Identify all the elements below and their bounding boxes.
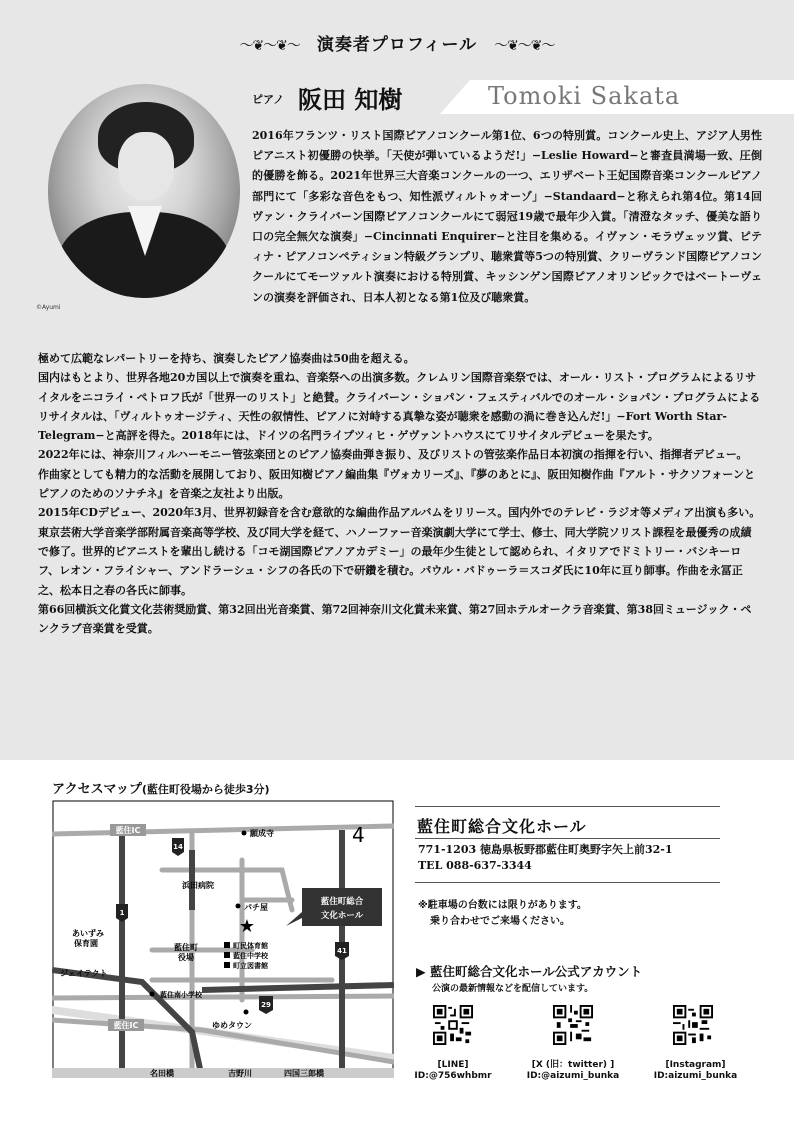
natabashi-label: 名田橋 xyxy=(150,1069,174,1078)
x-account xyxy=(523,1060,623,1082)
svg-text:藍住町総合: 藍住町総合 xyxy=(320,897,364,907)
access-map-title xyxy=(52,778,270,797)
venue-address-block xyxy=(418,842,673,874)
line-qr-icon[interactable] xyxy=(433,1005,473,1045)
performer-name-en: Tomoki Sakata xyxy=(488,82,681,110)
line-account-name: [LINE] xyxy=(437,1060,469,1070)
bio-paragraph: 国内はもとより、世界各地20カ国以上で演奏を重ね、音楽祭への出演多数。クレムリン国際音楽祭では、オール・リスト・プログラムによるリサイタルをニコライ・ペトロフ氏が「世界一のリスト」と絶賛。クライバーン・ショパン・フェスティバルでのオール・ショパン・プログラムによるリサイタルは、「ヴィルトゥオージティ、天性の叙情性、ピアノに対峙する真摯な姿が聴衆を感動の渦に巻き込んだ!」−Fort Worth Star-Telegram−と高評を得た。2018年には、ドイツの名門ライプツィヒ・ゲヴァントハウスにてリサイタルデビューを果たす。 xyxy=(38,371,761,443)
venue-name: 藍住町総合文化ホール xyxy=(417,817,587,836)
venue-address: 771-1203 徳島県板野郡藍住町奥野字矢上前32-1 xyxy=(418,843,673,856)
nursery-label: あいずみ xyxy=(72,929,104,938)
pachinko-label: パチ屋 xyxy=(244,903,268,912)
access-title-text: アクセスマップ xyxy=(52,782,142,797)
ic-bottom-label: 藍住IC xyxy=(113,1021,139,1030)
venue-tel: TEL 088-637-3344 xyxy=(418,859,532,872)
temple-label: 願成寺 xyxy=(250,829,274,838)
hospital-label: 浜田病院 xyxy=(182,881,214,890)
section-title-text: 演奏者プロフィール xyxy=(316,35,478,55)
gym-label: 町民体育館 xyxy=(233,942,268,950)
ic-top-label: 藍住IC xyxy=(115,826,141,835)
town-office-label: 藍住町 xyxy=(174,943,198,952)
svg-text:文化ホール: 文化ホール xyxy=(320,911,364,921)
bio-paragraph: 作曲家としても精力的な活動を展開しており、阪田知樹ピアノ編曲集『ヴォカリーズ』、『夢のあとに』、阪田知樹作曲『アルト・サクソフォーンとピアノのためのソナチネ』を音楽之友社より出版。 xyxy=(38,467,755,501)
map-number: 4 xyxy=(352,823,365,847)
x-account-name: [X (旧：twitter) ] xyxy=(531,1060,615,1070)
bio-body xyxy=(38,349,762,638)
access-map xyxy=(52,800,394,1078)
bio-paragraph: 極めて広範なレパートリーを持ち、演奏したピアノ協奏曲は50曲を超える。 xyxy=(38,352,415,365)
accounts-subtitle: 公演の最新情報などを配信しています。 xyxy=(432,984,594,994)
parking-note-1: ※駐車場の台数には限りがあります。 xyxy=(418,900,587,911)
junior-high-label: 藍住中学校 xyxy=(233,952,268,960)
photo-credit: ©Ayumi xyxy=(36,304,61,311)
performer-photo xyxy=(48,84,240,298)
ornament-left-icon: 〜❦〜❦〜 xyxy=(239,38,300,54)
svg-text:役場: 役場 xyxy=(178,953,194,962)
accounts-title-text: 藍住町総合文化ホール公式アカウント xyxy=(429,964,643,979)
venue-rule-top xyxy=(415,806,720,807)
bio-paragraph: 2022年には、神奈川フィルハーモニー管弦楽団とのピアノ協奏曲弾き振り、及びリストの管弦楽作品日本初演の指揮を行い、指揮者デビュー。 xyxy=(38,448,748,462)
youme-label: ゆめタウン xyxy=(212,1021,252,1030)
instagram-account xyxy=(648,1060,743,1082)
line-account xyxy=(408,1060,498,1082)
bio-paragraph: 東京芸術大学音楽学部附属音楽高等学校、及び同大学を経て、ハノーファー音楽演劇大学にて学士、修士、同大学院ソリスト課程を最優秀の成績で修了。世界的ピアニストを輩出し続ける「コモ湖国際ピアノアカデミー」の最年少生徒として認められ、イタリアでドミトリー・バシキーロフ、レオン・フライシャー、アンドラーシュ・シフの各氏の下で研鑽を積む。パウル・バドゥーラ＝スコダ氏に10年に亘り師事。作曲を永冨正之、松本日之春の各氏に師事。 xyxy=(38,525,752,597)
parking-note-2: 乗り合わせでご来場ください。 xyxy=(430,916,570,927)
shikoku-bridge-label: 四国三郎橋 xyxy=(284,1069,324,1078)
instagram-account-name: [Instagram] xyxy=(665,1060,726,1070)
yoshino-river-label: 吉野川 xyxy=(228,1069,252,1078)
bio-intro: 2016年フランツ・リスト国際ピアノコンクール第1位、6つの特別賞。コンクール史上、アジア人男性ピアニスト初優勝の快挙。「天使が弾いているようだ!」−Leslie Howard−と審査員満場一致、圧倒的優勝を飾る。2021年世界三大音楽コンクールの一つ、エリザベート王妃国際音楽コンクールピアノ部門にて「多彩な音色をもつ、知性派ヴィルトゥオーゾ」−Standaard−と称えられ第4位。第14回ヴァン・クライバーン国際ピアノコンクールにて弱冠19歳で最年少入賞。「清澄なタッチ、優美な語り口の完全無欠な演奏」−Cincinnati Enquirer−と注目を集める。イヴァン・モラヴェッツ賞、ピティナ・ピアノコンペティション特級グランプリ、聴衆賞等5つの特別賞、クリーヴランド国際ピアノコンクールにてモーツァルト演奏における特別賞、キッシンゲン国際ピアノオリンピックではベートーヴェンの演奏を評価され、日本人初となる第1位及び聴衆賞。 xyxy=(252,129,762,304)
jtect-label: ジェイテクト xyxy=(60,969,108,978)
instrument-label: ピアノ xyxy=(252,93,285,106)
ornament-right-icon: 〜❦〜❦〜 xyxy=(494,38,555,54)
library-label: 町立図書館 xyxy=(233,962,268,970)
venue-rule-bottom xyxy=(415,882,720,883)
access-subtitle: (藍住町役場から徒歩3分) xyxy=(141,783,270,796)
parking-note xyxy=(418,898,587,930)
performer-name-ja: 阪田 知樹 xyxy=(298,85,403,114)
bio-paragraph: 第66回横浜文化賞文化芸術奨励賞、第32回出光音楽賞、第72回神奈川文化賞未来賞、第27回ホテルオークラ音楽賞、第38回ミュージック・ペンクラブ音楽賞を受賞。 xyxy=(38,602,752,636)
x-account-id: ID:@aizumi_bunka xyxy=(526,1071,620,1081)
hall-star-icon: ★ xyxy=(238,916,256,937)
accounts-title: ▶ 藍住町総合文化ホール公式アカウント xyxy=(416,964,643,979)
route-1-label: 1 xyxy=(119,909,125,917)
route-41-label: 41 xyxy=(337,947,347,955)
svg-text:保育園: 保育園 xyxy=(74,939,98,948)
school-label: 藍住南小学校 xyxy=(160,991,202,999)
x-qr-icon[interactable] xyxy=(553,1005,593,1045)
venue-rule-mid xyxy=(415,838,720,839)
instagram-account-id: ID:aizumi_bunka xyxy=(653,1071,738,1081)
line-account-id: ID:@756whbmr xyxy=(414,1071,492,1081)
bio-paragraph: 2015年CDデビュー、2020年3月、世界初録音を含む意欲的な編曲作品アルバムをリリース。国内外でのテレビ・ラジオ等メディア出演も多い。 xyxy=(38,506,761,520)
section-title xyxy=(0,30,794,55)
instagram-qr-icon[interactable] xyxy=(673,1005,713,1045)
route-14-label: 14 xyxy=(173,843,183,851)
route-29-label: 29 xyxy=(261,1001,271,1009)
